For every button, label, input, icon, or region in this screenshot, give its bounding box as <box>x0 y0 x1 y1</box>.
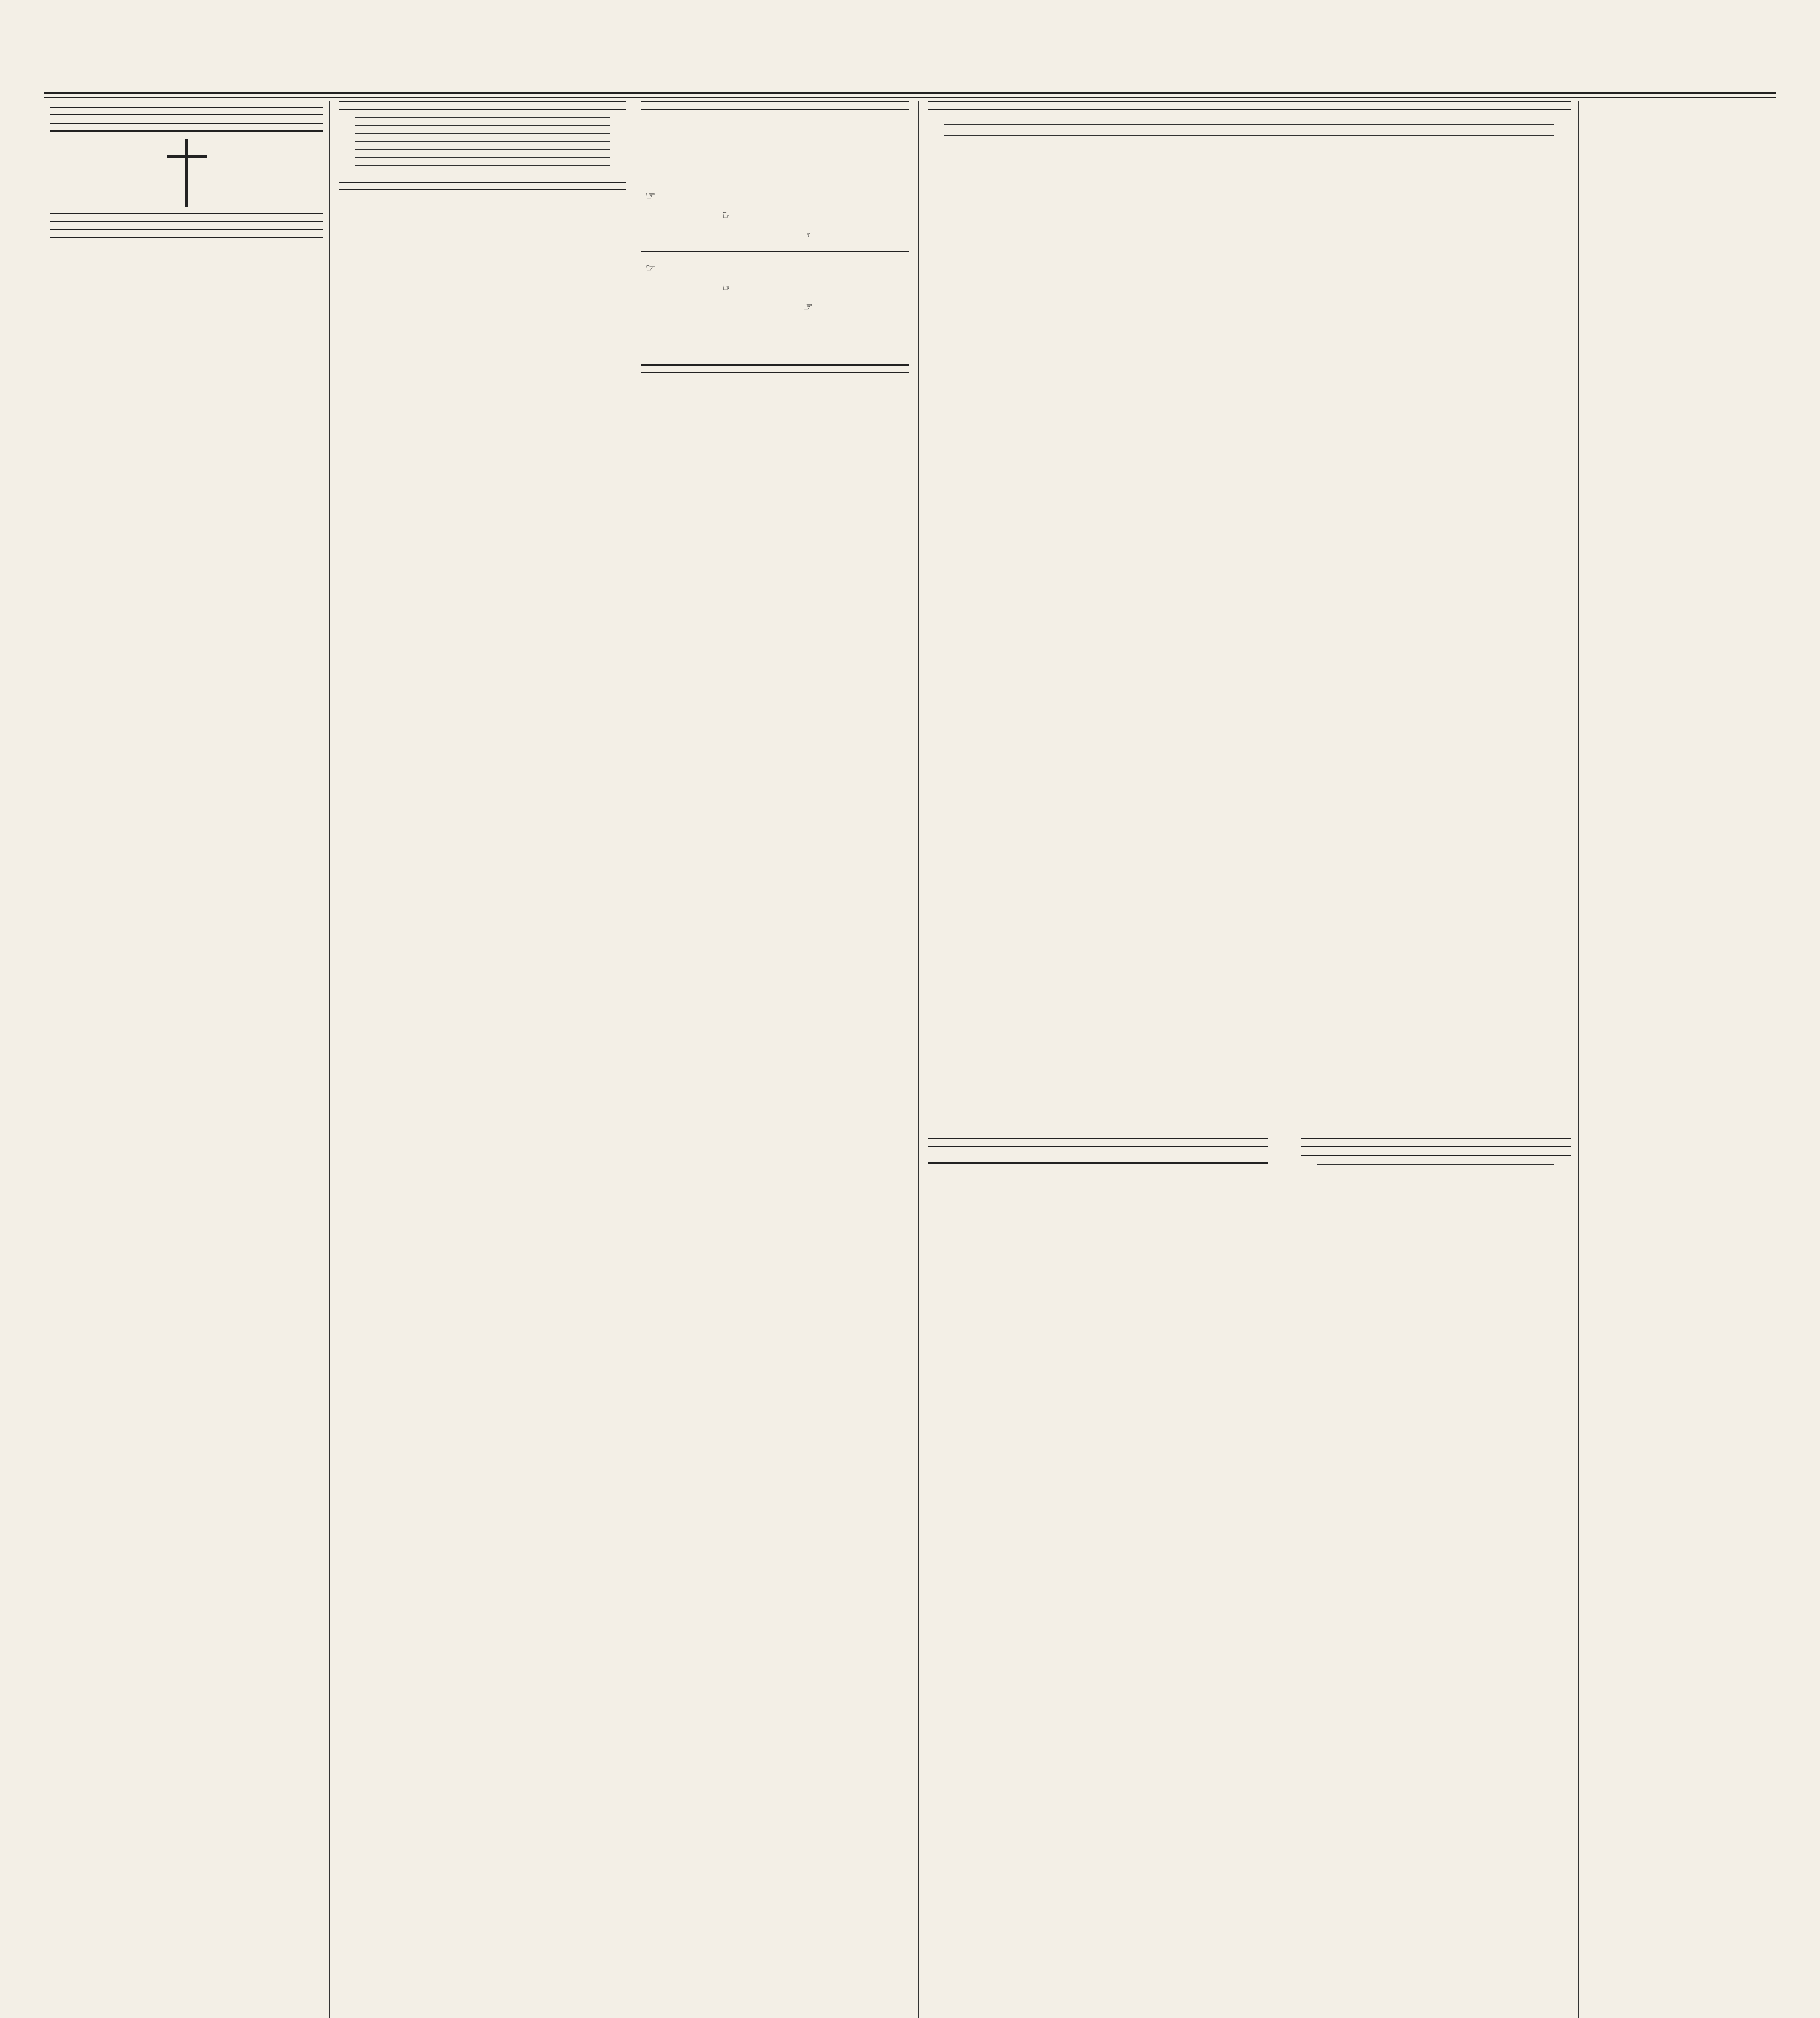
column-boots <box>922 1138 1273 2018</box>
section-heading-boots <box>928 1138 1268 1147</box>
masthead-rule-thin <box>44 97 1776 98</box>
cross-icon <box>163 139 211 207</box>
section-heading-business <box>641 101 909 110</box>
divider <box>355 157 610 158</box>
divider <box>355 117 610 118</box>
column-4-drapery <box>922 101 1576 1138</box>
pointing-hand-icon: ☞ <box>645 262 656 274</box>
bargains-line <box>641 280 909 296</box>
divider <box>928 1162 1268 1164</box>
section-heading-business <box>339 182 626 190</box>
masthead <box>0 0 1820 101</box>
section-heading-auction <box>50 213 323 222</box>
bargains-line <box>641 260 909 276</box>
column-divider <box>918 101 919 2018</box>
divider <box>1301 1155 1571 1156</box>
pointing-hand-icon: ☞ <box>645 190 656 202</box>
column-2 <box>333 101 632 2018</box>
pointing-hand-icon: ☞ <box>722 209 733 222</box>
section-heading-notices <box>339 101 626 110</box>
column-sporting <box>1296 1138 1576 2018</box>
section-heading-sporting <box>1301 1138 1571 1147</box>
pointing-hand-icon: ☞ <box>722 281 733 294</box>
column-3 <box>636 101 914 2018</box>
column-divider <box>1578 101 1579 2018</box>
divider <box>355 125 610 126</box>
column-1 <box>44 101 329 2018</box>
section-heading-dentistry <box>641 364 909 373</box>
divider <box>641 251 909 252</box>
bargains-line <box>641 299 909 315</box>
bargains-line <box>641 227 909 243</box>
section-heading-ecclesiastical <box>50 123 323 132</box>
divider <box>355 149 610 150</box>
divider <box>355 165 610 166</box>
divider <box>355 133 610 134</box>
pointing-hand-icon: ☞ <box>803 228 813 241</box>
masthead-rule <box>44 92 1776 94</box>
column-divider <box>329 101 330 2018</box>
to-let-firm <box>50 245 323 259</box>
pointing-hand-icon: ☞ <box>803 301 813 313</box>
section-heading-wanted <box>50 107 323 115</box>
bargains-line <box>641 207 909 224</box>
section-heading-drapery <box>928 101 1571 110</box>
bargains-line <box>641 188 909 204</box>
divider <box>944 135 1554 136</box>
divider <box>355 141 610 142</box>
divider <box>1317 1164 1554 1165</box>
section-heading-for-sale <box>50 229 323 238</box>
divider <box>944 124 1554 125</box>
